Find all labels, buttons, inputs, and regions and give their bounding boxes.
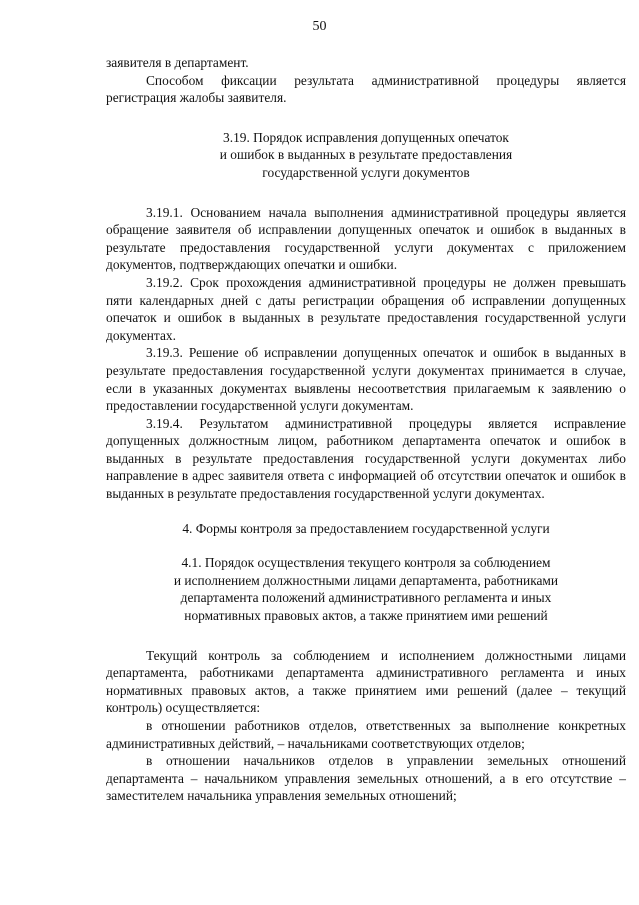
heading-line: 4.1. Порядок осуществления текущего контроля за соблюдением [181,555,551,571]
paragraph-heads-of-departments: в отношении начальников отделов в управлении земельных отношений департамента – начальником управления земельных отношений, а в его отсутствие – заместителем начальника управления земельных отношений; [106,753,626,804]
page-number: 50 [312,19,327,34]
paragraph-3-19-4: 3.19.4. Результатом административной процедуры является исправление допущенных должностным лицом, работником департамента опечаток и ошибок в выданных в результате предоставления государственной услуги документах либо направление в адрес заявителя ответа с информацией об отсутствии опечаток и ошибок в выданных в результате предоставления государственной услуги документах. [106,415,626,502]
heading-line: департамента положений административного регламента и иных [180,590,552,606]
paragraph-3-19-2: 3.19.2. Срок прохождения административной процедуры не должен превышать пяти календарных дней с даты регистрации обращения об исправлении допущенных опечаток и ошибок в выданных в результате предоставления государственной услуги документах. [106,274,626,343]
intro-paragraph-2: Способом фиксации результата административной процедуры является регистрация жалобы заявителя. [106,72,626,106]
heading-line: нормативных правовых актов, а также принятием ими решений [184,608,548,624]
heading-line: государственной услуги документов [262,164,470,180]
paragraph-current-control: Текущий контроль за соблюдением и исполнением должностными лицами департамента, работниками департамента административного регламента и иных нормативных правовых актов, а также принятием ими решений (далее – текущий контроль) осуществляется: [106,647,626,716]
paragraph-3-19-1: 3.19.1. Основанием начала выполнения административной процедуры является обращение заявителя об исправлении допущенных опечаток и ошибок в выданных в результате предоставления государственной услуги документах с приложением документов, подтверждающих опечатки и ошибки. [106,204,626,273]
heading-line: и ошибок в выданных в результате предоставления [219,147,513,163]
heading-line: 3.19. Порядок исправления допущенных опечаток [223,129,509,145]
intro-paragraph-1: заявителя в департамент. [106,55,249,70]
paragraph-departments: в отношении работников отделов, ответственных за выполнение конкретных административных действий, – начальниками соответствующих отделов; [106,718,626,751]
section-3-19-heading [106,129,626,182]
section-4-heading: 4. Формы контроля за предоставлением государственной услуги [182,520,550,536]
section-4-1-heading [106,554,626,624]
paragraph-3-19-3: 3.19.3. Решение об исправлении допущенных опечаток и ошибок в выданных в результате предоставления государственной услуги документах принимается в случае, если в указанных документах выявлены несоответствия прилагаемым к заявлению о предоставлении государственной услуги документам. [106,345,626,414]
heading-line: и исполнением должностными лицами департамента, работниками [173,572,559,588]
document-body [106,54,626,805]
